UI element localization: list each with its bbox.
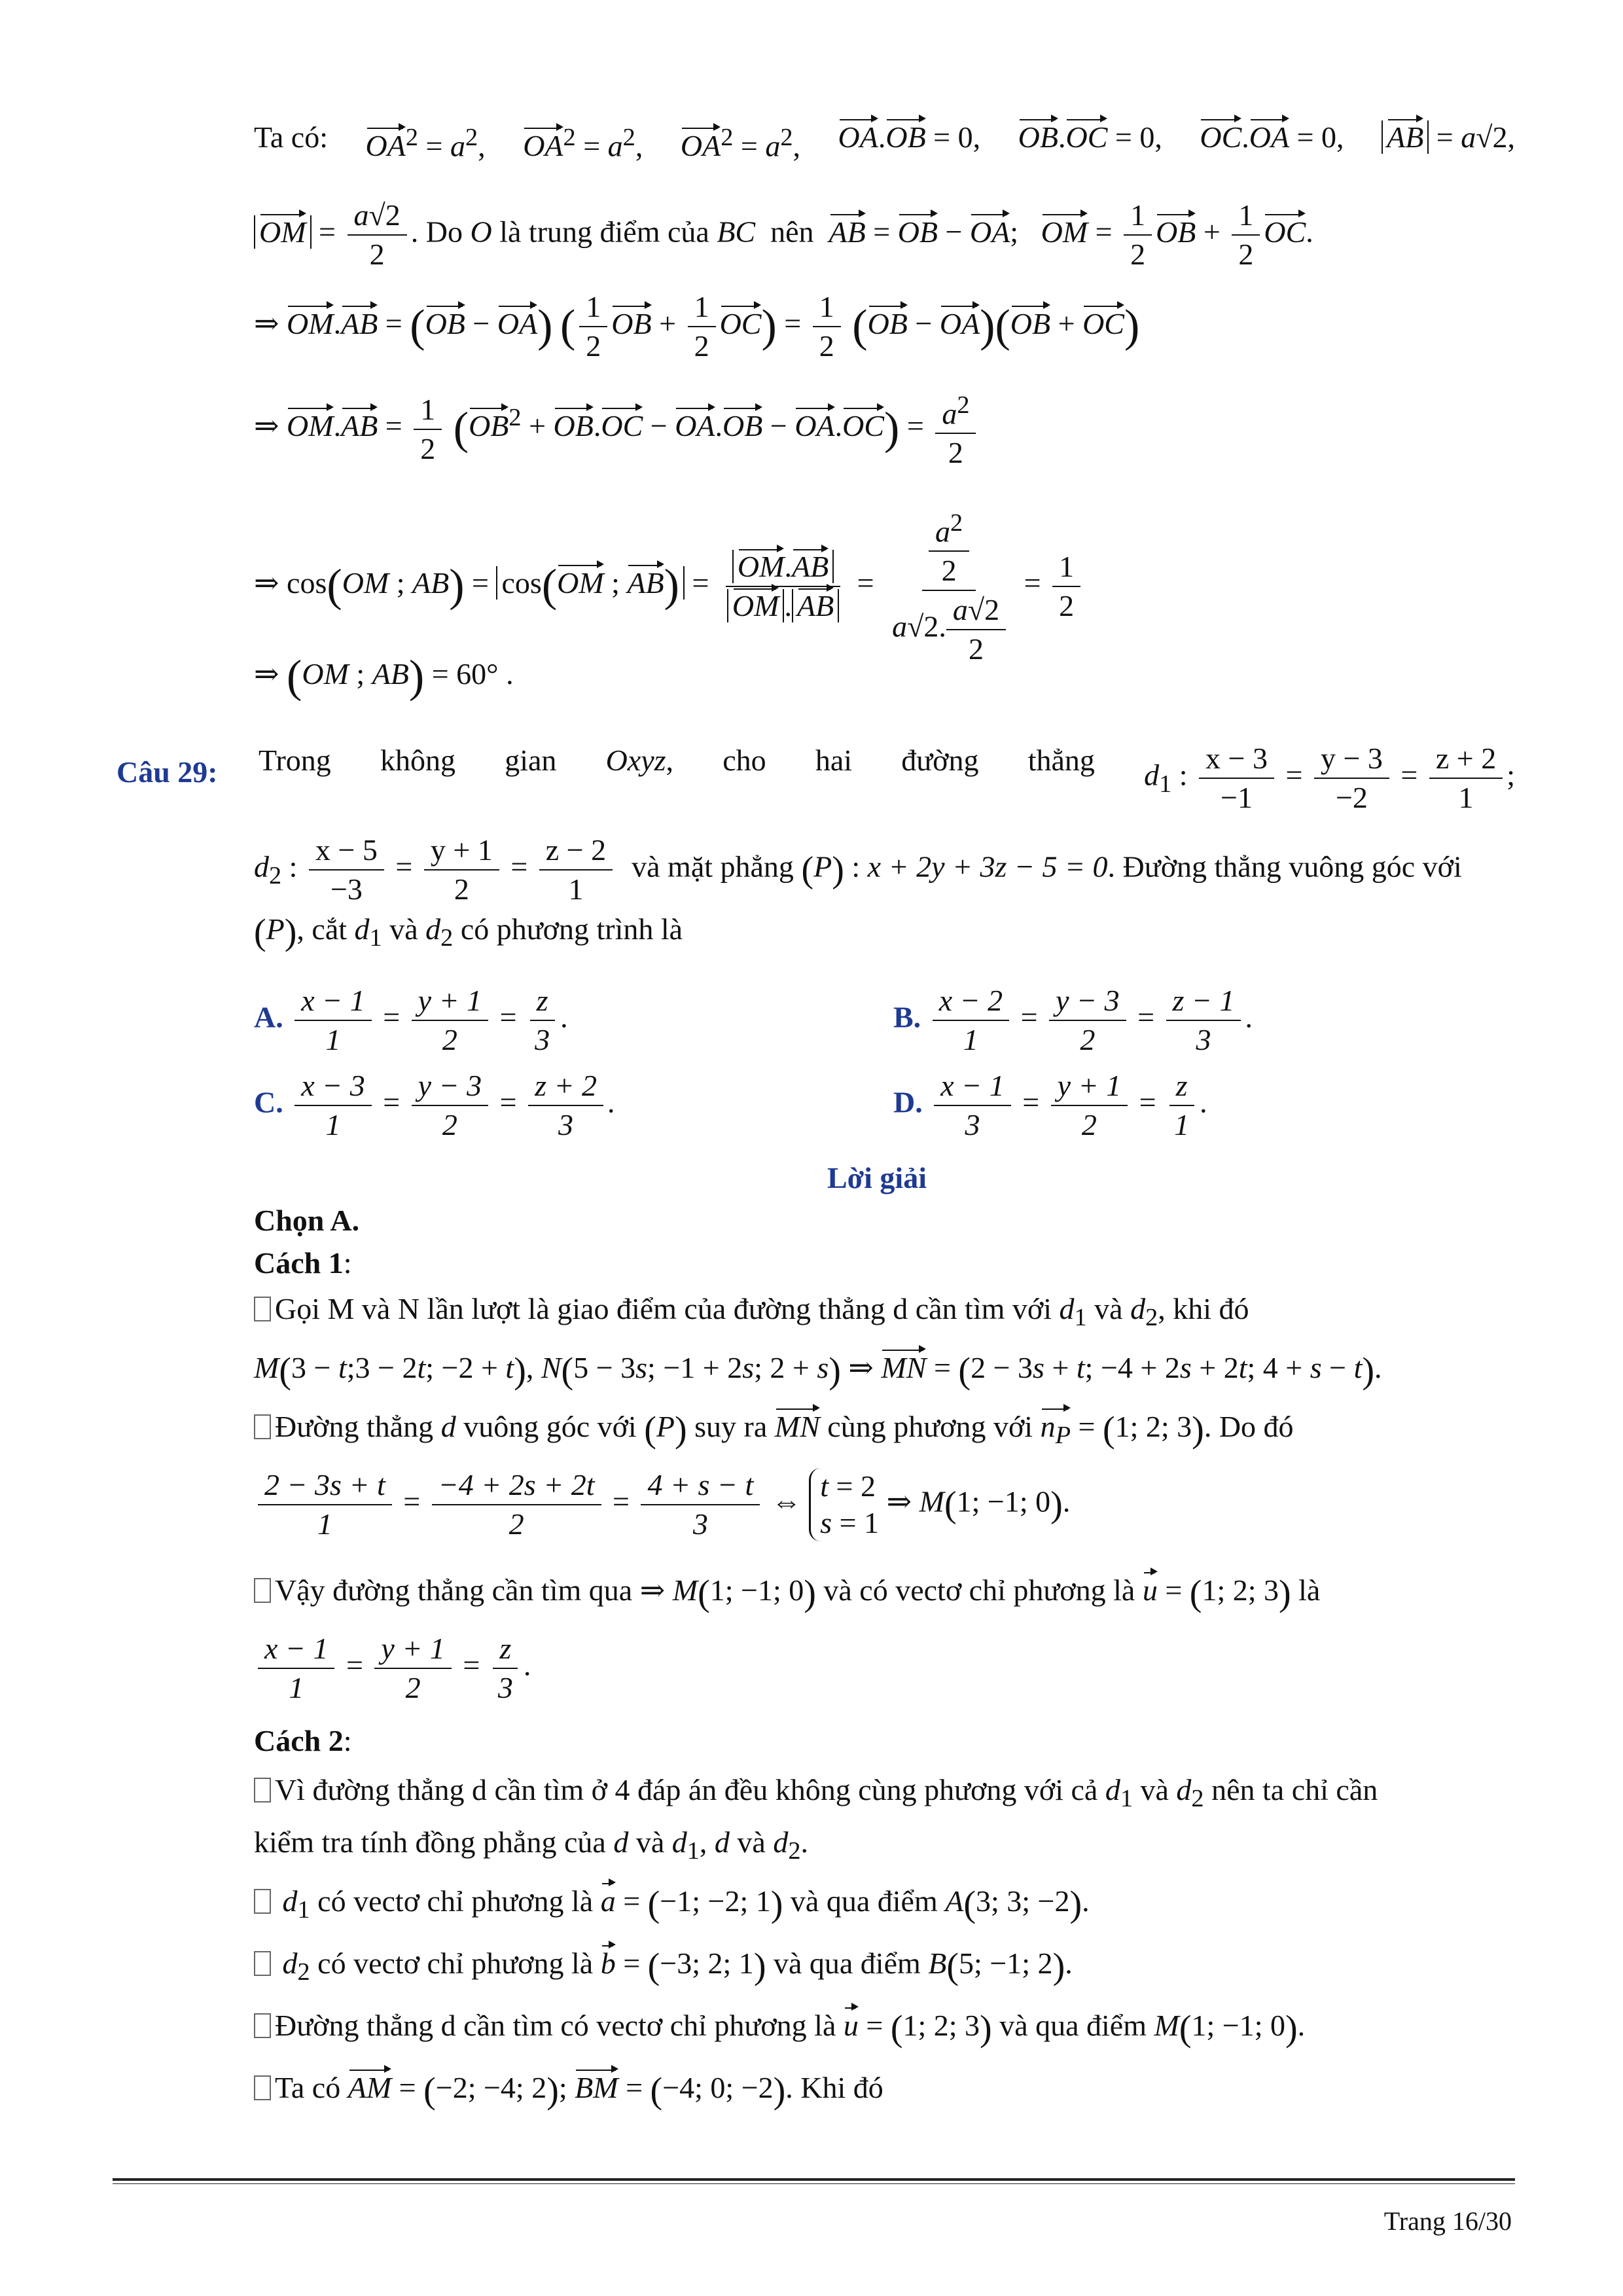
ta-co-label: Ta có: [254, 120, 329, 154]
and-plane-text: và mặt phẳng [632, 850, 794, 884]
midpoint-text: là trung điểm của [499, 215, 709, 249]
m2-line-6: Ta có AM = (−2; −4; 2); BM = (−4; 0; −2). Khi đó [254, 2068, 1515, 2110]
m1-line-1: Gọi M và N lần lượt là giao điểm của đường thẳng d cần tìm với $d_1$ và $d_2$, khi đó [254, 1289, 1515, 1337]
math-ob-oc: OB.OC = 0, [1018, 118, 1162, 166]
word-khong: không [380, 744, 455, 777]
m1-text-1: Gọi M và N lần lượt là giao điểm của đường thẳng d cần tìm với [275, 1292, 1052, 1325]
question-line-2: $d_2$ : $\frac{x - 5}{-3}$ = $\frac{y + 1}{2}$ = $\frac{z - 2}{1}$ và mặt phẳng (P) : x + 2y + 3z − 5 = 0. Đường thẳng vuông góc với [254, 831, 1515, 908]
m1-line-3: Đường thẳng d vuông góc với (P) suy ra MN cùng phương với $n_P = (1$; 2; 3). Do đó [254, 1407, 1515, 1455]
math-oa-ob: OA.OB = 0, [838, 118, 981, 166]
m2-line-5: Đường thẳng d cần tìm có vectơ chỉ phương là u = (1; 2; 3) và qua điểm M(1; −1; 0). [254, 2006, 1515, 2048]
space-oxyz: Oxyz [605, 744, 666, 777]
m2-line-3: $d_1$ có vectơ chỉ phương là a = (−1; −2; 1) và qua điểm A(3; 3; −2). [254, 1882, 1515, 1929]
option-d[interactable]: D. $\frac{x - 1}{3}$ = $\frac{y + 1}{2}$ = $\frac{z}{1}$ . [893, 1067, 1207, 1144]
math-oa2: $OA^2 = a^2$, [366, 118, 486, 166]
line-om: OM = $\frac{a√2}{2}$ . Do O là trung điểm của BC nên AB = OB − OA; OM = $\frac{1}{2}$ OB + $\frac{1}{2}$ OC. [254, 196, 1515, 274]
question-label: Câu 29: [116, 755, 218, 789]
va-text: và [389, 912, 418, 946]
angle-value: 60° [456, 657, 499, 691]
line-cos: ⇒ cos(OM ; AB) = cos(OM ; AB) = $\frac{OM.AB}{OM . AB}$ = $\frac{a^2}{2}$ a√2. $\frac{a√2}{2}$ = $\frac{1}{2}$ [254, 504, 1515, 668]
word-gian: gian [505, 744, 557, 777]
option-c-label: C. [254, 1085, 283, 1119]
word-thang: thẳng [1027, 744, 1095, 777]
nen-text: nên [770, 215, 814, 249]
math-ob2: $OA^2 = a^2$, [523, 118, 643, 166]
option-b-label: B. [893, 1000, 921, 1034]
method-1: Cách 1: [254, 1246, 352, 1280]
line-om-ab-1: ⇒ OM.AB = (OB − OA) ( $\frac{1}{2}$ OB + $\frac{1}{2}$ OC) = $\frac{1}{2}$ (OB − OA)(OB + OC) [254, 288, 1515, 365]
word-trong: Trong [259, 744, 331, 777]
line-angle-result: ⇒ (OM ; AB) = 60° . [254, 651, 514, 702]
method-2-label: Cách 2 [254, 1724, 344, 1757]
do-label: Do [425, 215, 463, 249]
m1-line-5: Vậy đường thẳng cần tìm qua ⇒ M(1; −1; 0) và có vectơ chỉ phương là u = (1; 2; 3) là [254, 1571, 1515, 1613]
m2-line-4: $d_2$ có vectơ chỉ phương là b = (−3; 2; 1) và qua điểm B(5; −1; 2). [254, 1944, 1515, 1992]
option-a[interactable]: A. $\frac{x - 1}{1}$ = $\frac{y + 1}{2}$ = $\frac{z}{3}$ . [254, 982, 568, 1059]
question-line-3: (P), cắt $d_1$ và $d_2$ có phương trình là [254, 912, 683, 953]
option-c[interactable]: C. $\frac{x - 3}{1}$ = $\frac{y - 3}{2}$ = $\frac{z + 2}{3}$ . [254, 1067, 615, 1144]
m1-line-6: $\frac{x - 1}{1}$ = $\frac{y + 1}{2}$ = $\frac{z}{3}$ . [254, 1630, 1515, 1707]
method-1-label: Cách 1 [254, 1246, 344, 1280]
perp-text: . Đường thẳng vuông góc với [1107, 850, 1462, 884]
solution-heading: Lời giải [827, 1161, 927, 1194]
cut-text: , cắt [296, 912, 348, 946]
option-b[interactable]: B. $\frac{x - 2}{1}$ = $\frac{y - 3}{2}$ = $\frac{z - 1}{3}$ . [893, 982, 1253, 1059]
footer-rule [113, 2178, 1515, 2181]
m2-line-1: Vì đường thẳng d cần tìm ở 4 đáp án đều không cùng phương với cả $d_1$ và $d_2$ nên ta chỉ cần [254, 1770, 1515, 1818]
eq-text: có phương trình là [460, 912, 683, 946]
m2-line-2: kiểm tra tính đồng phẳng của d và $d_1$, d và $d_2$. [254, 1825, 808, 1865]
math-oc2: $OA^2 = a^2$, [681, 118, 800, 166]
math-oc-oa: OC.OA = 0, [1200, 118, 1344, 166]
method-2: Cách 2: [254, 1724, 352, 1757]
option-d-label: D. [893, 1085, 923, 1119]
line-d1-eq: $d_1$ : $\frac{x - 3}{-1}$ = $\frac{y - 3}{-2}$ = $\frac{z + 2}{1}$ ; [1144, 740, 1515, 817]
plane-equation: x + 2y + 3z − 5 = 0 [867, 850, 1108, 884]
page-number: Trang 16/30 [1383, 2206, 1512, 2236]
math-ab-len: AB = a√2, [1382, 118, 1515, 166]
word-cho: cho [722, 744, 766, 777]
m1-line-2: M(3 − t;3 − 2t; −2 + t), N(5 − 3s; −1 + 2s; 2 + s) ⇒ MN = (2 − 3s + t; −4 + 2s + 2t; 4 + s − t). [254, 1348, 1515, 1390]
footer-rule-thin [113, 2183, 1515, 2184]
word-hai: hai [815, 744, 853, 777]
word-duong: đường [901, 744, 979, 777]
line-om-ab-2: ⇒ OM.AB = $\frac{1}{2}$ $(OB^2 + OB.OC - OA.OB - OA.OC)$ = $\frac{a^2}{2}$ [254, 386, 1515, 472]
line-ta-co [254, 118, 1515, 166]
chosen-answer: Chọn A. [254, 1204, 360, 1237]
m1-line-4: $\frac{2 - 3s + t}{1}$ = $\frac{-4 + 2s + 2t}{2}$ = $\frac{4 + s - t}{3}$ ⇔ t = 2 s = 1 ⇒ M(1; −1; 0). [254, 1466, 1515, 1543]
option-a-label: A. [254, 1000, 283, 1034]
question-line-1: Trong không gian Oxyz, cho hai đường thẳng $d_1$ : $\frac{x - 3}{-1}$ = $\frac{y - 3}{-2}$ = $\frac{z + 2}{1}$ ; [259, 740, 1515, 817]
